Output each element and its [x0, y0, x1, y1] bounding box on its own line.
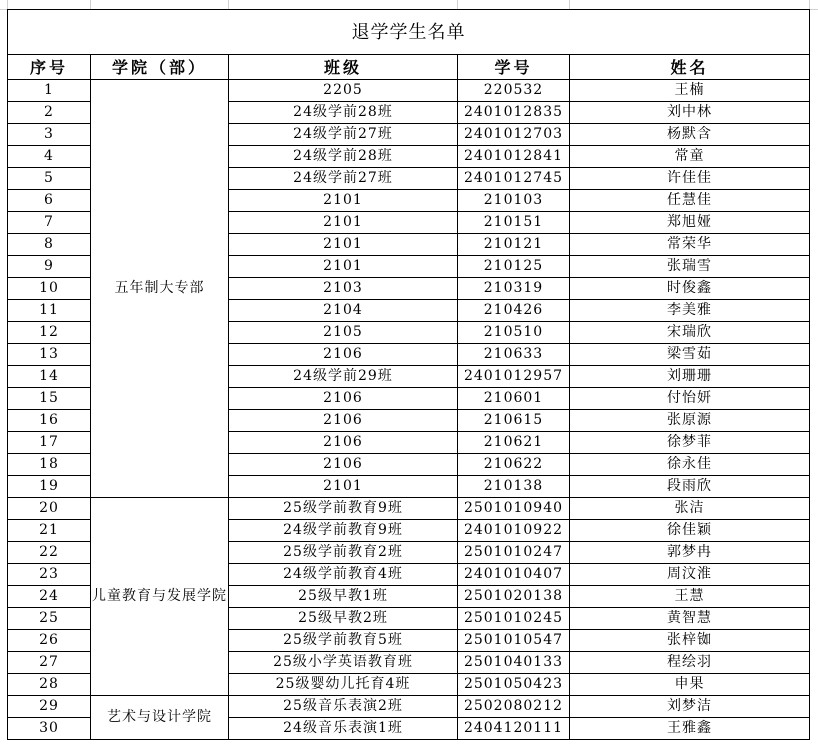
cell-student-id[interactable]: 220532 [458, 80, 570, 102]
cell-no[interactable]: 27 [8, 652, 91, 674]
cell-student-id[interactable]: 210621 [458, 432, 570, 454]
cell-class[interactable]: 2101 [229, 234, 458, 256]
cell-name[interactable]: 刘中林 [570, 102, 810, 124]
cell-name[interactable]: 段雨欣 [570, 476, 810, 498]
header-cell-student-id[interactable]: 学号 [458, 55, 570, 80]
cell-class[interactable]: 25级早教1班 [229, 586, 458, 608]
cell-no[interactable]: 11 [8, 300, 91, 322]
cell-name[interactable]: 黄智慧 [570, 608, 810, 630]
cell-no[interactable]: 17 [8, 432, 91, 454]
cell-class[interactable]: 25级学前教育2班 [229, 542, 458, 564]
cell-class[interactable]: 24级学前教育9班 [229, 520, 458, 542]
cell-name[interactable]: 王楠 [570, 80, 810, 102]
cell-student-id[interactable]: 2401010407 [458, 564, 570, 586]
cell-class[interactable]: 25级音乐表演2班 [229, 696, 458, 718]
cell-name[interactable]: 张洁 [570, 498, 810, 520]
cell-student-id[interactable]: 210125 [458, 256, 570, 278]
cell-name[interactable]: 杨默含 [570, 124, 810, 146]
cell-class[interactable]: 24级学前29班 [229, 366, 458, 388]
cell-name[interactable]: 常童 [570, 146, 810, 168]
cell-class[interactable]: 25级婴幼儿托育4班 [229, 674, 458, 696]
cell-student-id[interactable]: 210426 [458, 300, 570, 322]
cell-class[interactable]: 25级学前教育5班 [229, 630, 458, 652]
cell-class[interactable]: 2106 [229, 410, 458, 432]
cell-student-id[interactable]: 2404120111 [458, 718, 570, 740]
cell-class[interactable]: 25级早教2班 [229, 608, 458, 630]
cell-name[interactable]: 郑旭娅 [570, 212, 810, 234]
cell-no[interactable]: 29 [8, 696, 91, 718]
cell-no[interactable]: 19 [8, 476, 91, 498]
cell-name[interactable]: 常荣华 [570, 234, 810, 256]
cell-no[interactable]: 5 [8, 168, 91, 190]
table-row [8, 498, 810, 520]
cell-student-id[interactable]: 210510 [458, 322, 570, 344]
title-row [8, 10, 810, 55]
cell-no[interactable]: 3 [8, 124, 91, 146]
cell-no[interactable]: 9 [8, 256, 91, 278]
cell-no[interactable]: 15 [8, 388, 91, 410]
cell-student-id[interactable]: 2502080212 [458, 696, 570, 718]
cell-name[interactable]: 宋瑞欣 [570, 322, 810, 344]
cell-class[interactable]: 24级学前28班 [229, 146, 458, 168]
cell-no[interactable]: 28 [8, 674, 91, 696]
cell-no[interactable]: 6 [8, 190, 91, 212]
cell-no[interactable]: 26 [8, 630, 91, 652]
cell-name[interactable]: 程绘羽 [570, 652, 810, 674]
cell-no[interactable]: 12 [8, 322, 91, 344]
cell-no[interactable]: 7 [8, 212, 91, 234]
cell-student-id[interactable]: 210601 [458, 388, 570, 410]
cell-class[interactable]: 2205 [229, 80, 458, 102]
cell-student-id[interactable]: 210319 [458, 278, 570, 300]
cell-name[interactable]: 张原源 [570, 410, 810, 432]
cell-department[interactable]: 儿童教育与发展学院 [91, 498, 229, 696]
header-cell-department[interactable]: 学院（部） [91, 55, 229, 80]
header-cell-name[interactable]: 姓名 [570, 55, 810, 80]
withdrawn-students-table [7, 9, 810, 740]
cell-class[interactable]: 2101 [229, 256, 458, 278]
cell-student-id[interactable]: 2401012841 [458, 146, 570, 168]
cell-student-id[interactable]: 2401012957 [458, 366, 570, 388]
cell-student-id[interactable]: 2501010245 [458, 608, 570, 630]
table-title[interactable]: 退学学生名单 [8, 10, 810, 55]
cell-no[interactable]: 10 [8, 278, 91, 300]
cell-student-id[interactable]: 2401010922 [458, 520, 570, 542]
cell-student-id[interactable]: 2501010247 [458, 542, 570, 564]
header-row [8, 55, 810, 80]
cell-student-id[interactable]: 2501020138 [458, 586, 570, 608]
cell-class[interactable]: 24级学前27班 [229, 168, 458, 190]
cell-class[interactable]: 2106 [229, 388, 458, 410]
cell-no[interactable]: 18 [8, 454, 91, 476]
cell-name[interactable]: 王雅鑫 [570, 718, 810, 740]
cell-no[interactable]: 16 [8, 410, 91, 432]
cell-class[interactable]: 25级小学英语教育班 [229, 652, 458, 674]
cell-name[interactable]: 李美雅 [570, 300, 810, 322]
cell-no[interactable]: 30 [8, 718, 91, 740]
cell-student-id[interactable]: 210121 [458, 234, 570, 256]
cell-name[interactable]: 刘珊珊 [570, 366, 810, 388]
cell-class[interactable]: 2104 [229, 300, 458, 322]
cell-name[interactable]: 付怡妍 [570, 388, 810, 410]
cell-no[interactable]: 25 [8, 608, 91, 630]
cell-no[interactable]: 4 [8, 146, 91, 168]
cell-student-id[interactable]: 210151 [458, 212, 570, 234]
cell-department[interactable]: 五年制大专部 [91, 80, 229, 498]
cell-name[interactable]: 任慧佳 [570, 190, 810, 212]
cell-no[interactable]: 22 [8, 542, 91, 564]
cell-no[interactable]: 2 [8, 102, 91, 124]
cell-class[interactable]: 2106 [229, 432, 458, 454]
cell-class[interactable]: 24级学前27班 [229, 124, 458, 146]
table-row [8, 80, 810, 102]
cell-student-id[interactable]: 2401012745 [458, 168, 570, 190]
cell-class[interactable]: 2105 [229, 322, 458, 344]
cell-student-id[interactable]: 2401012703 [458, 124, 570, 146]
cell-name[interactable]: 王慧 [570, 586, 810, 608]
cell-class[interactable]: 24级学前教育4班 [229, 564, 458, 586]
cell-class[interactable]: 2101 [229, 476, 458, 498]
cell-no[interactable]: 24 [8, 586, 91, 608]
table-row [8, 696, 810, 718]
header-cell-class[interactable]: 班级 [229, 55, 458, 80]
cell-student-id[interactable]: 210622 [458, 454, 570, 476]
cell-name[interactable]: 申果 [570, 674, 810, 696]
cell-name[interactable]: 徐佳颖 [570, 520, 810, 542]
cell-class[interactable]: 2101 [229, 212, 458, 234]
cell-department[interactable]: 艺术与设计学院 [91, 696, 229, 740]
cell-class[interactable]: 2103 [229, 278, 458, 300]
cell-name[interactable]: 张瑞雪 [570, 256, 810, 278]
cell-student-id[interactable]: 2401012835 [458, 102, 570, 124]
cell-no[interactable]: 13 [8, 344, 91, 366]
cell-student-id[interactable]: 2501010940 [458, 498, 570, 520]
cell-class[interactable]: 25级学前教育9班 [229, 498, 458, 520]
cell-student-id[interactable]: 210633 [458, 344, 570, 366]
cell-class[interactable]: 24级音乐表演1班 [229, 718, 458, 740]
cell-name[interactable]: 周汶淮 [570, 564, 810, 586]
cell-student-id[interactable]: 2501040133 [458, 652, 570, 674]
cell-student-id[interactable]: 210615 [458, 410, 570, 432]
cell-name[interactable]: 郭梦冉 [570, 542, 810, 564]
cell-student-id[interactable]: 2501010547 [458, 630, 570, 652]
cell-class[interactable]: 24级学前28班 [229, 102, 458, 124]
cell-class[interactable]: 2101 [229, 190, 458, 212]
cell-no[interactable]: 14 [8, 366, 91, 388]
cell-student-id[interactable]: 210138 [458, 476, 570, 498]
cell-class[interactable]: 2106 [229, 454, 458, 476]
cell-name[interactable]: 徐梦菲 [570, 432, 810, 454]
cell-no[interactable]: 1 [8, 80, 91, 102]
header-cell-no[interactable]: 序号 [8, 55, 91, 80]
cell-no[interactable]: 20 [8, 498, 91, 520]
cell-name[interactable]: 刘梦洁 [570, 696, 810, 718]
cell-name[interactable]: 徐永佳 [570, 454, 810, 476]
cell-class[interactable]: 2106 [229, 344, 458, 366]
cell-name[interactable]: 张梓铷 [570, 630, 810, 652]
cell-no[interactable]: 8 [8, 234, 91, 256]
cell-no[interactable]: 21 [8, 520, 91, 542]
cell-student-id[interactable]: 2501050423 [458, 674, 570, 696]
cell-name[interactable]: 梁雪茹 [570, 344, 810, 366]
cell-no[interactable]: 23 [8, 564, 91, 586]
cell-name[interactable]: 许佳佳 [570, 168, 810, 190]
cell-name[interactable]: 时俊鑫 [570, 278, 810, 300]
cell-student-id[interactable]: 210103 [458, 190, 570, 212]
